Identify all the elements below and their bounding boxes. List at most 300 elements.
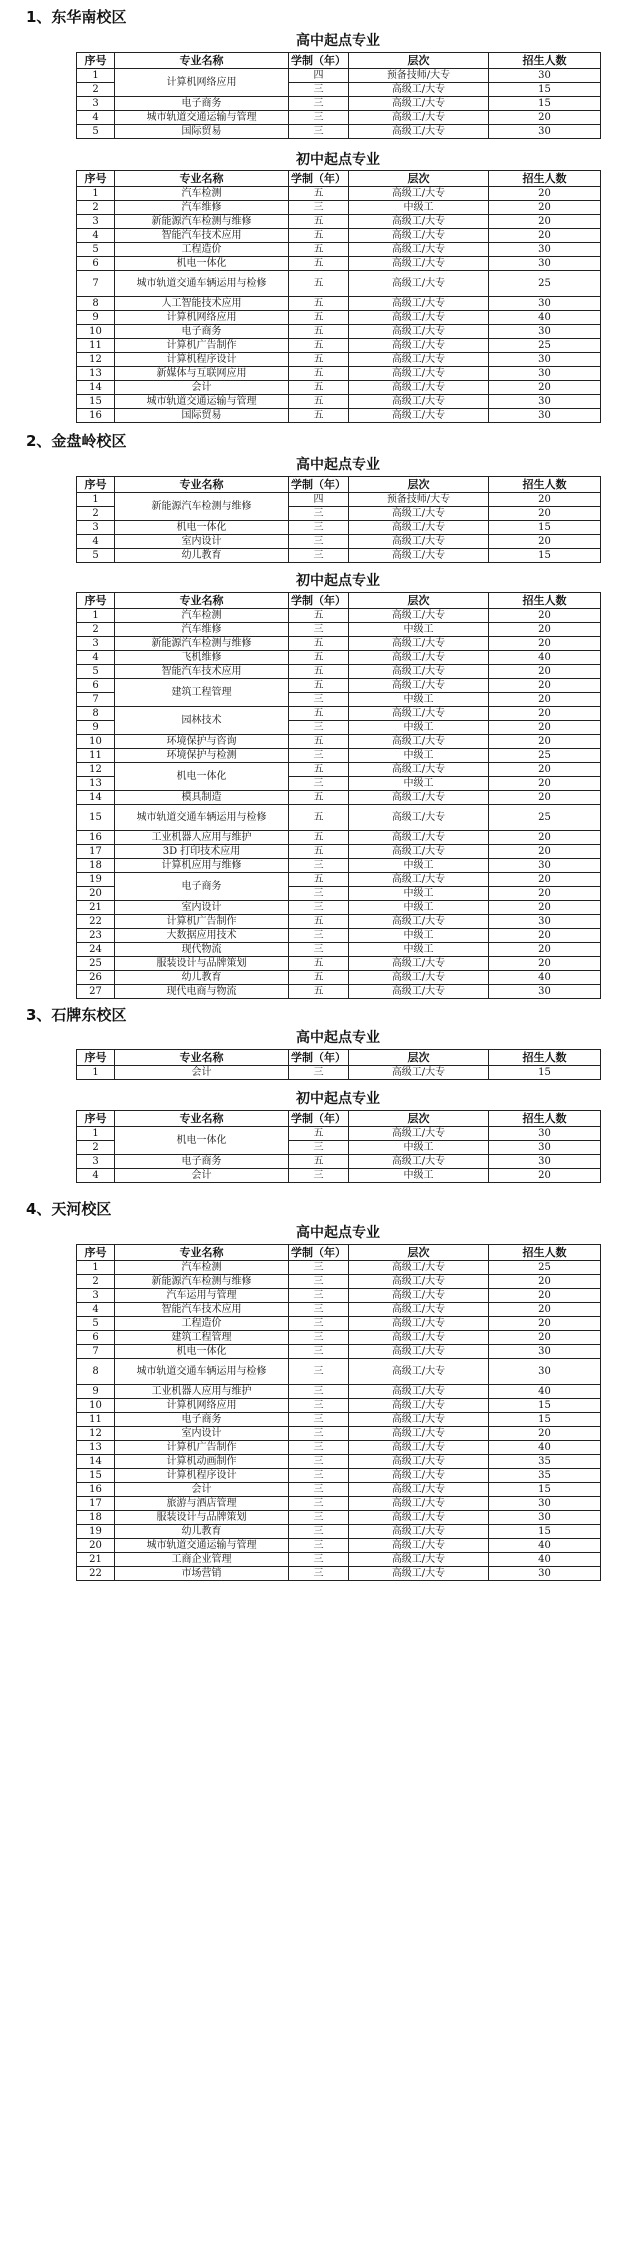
cell-no: 7 bbox=[77, 693, 115, 707]
cell-years: 五 bbox=[289, 353, 349, 367]
cell-count: 25 bbox=[489, 749, 601, 763]
cell-level: 高级工/大专 bbox=[349, 1413, 489, 1427]
cell-major: 室内设计 bbox=[115, 901, 289, 915]
cell-count: 40 bbox=[489, 311, 601, 325]
cell-count: 15 bbox=[489, 549, 601, 563]
cell-count: 20 bbox=[489, 1427, 601, 1441]
header-years: 学制（年） bbox=[289, 593, 349, 609]
cell-no: 27 bbox=[77, 985, 115, 999]
cell-no: 4 bbox=[77, 229, 115, 243]
cell-count: 20 bbox=[489, 777, 601, 791]
header-count: 招生人数 bbox=[489, 171, 601, 187]
table-row bbox=[77, 637, 601, 651]
cell-level: 高级工/大专 bbox=[349, 845, 489, 859]
cell-level: 高级工/大专 bbox=[349, 707, 489, 721]
cell-level: 高级工/大专 bbox=[349, 507, 489, 521]
cell-no: 1 bbox=[77, 1127, 115, 1141]
cell-major: 幼儿教育 bbox=[115, 1525, 289, 1539]
cell-major: 机电一体化 bbox=[115, 1127, 289, 1155]
cell-years: 三 bbox=[289, 97, 349, 111]
table-row bbox=[77, 1427, 601, 1441]
cell-no: 4 bbox=[77, 1303, 115, 1317]
cell-no: 3 bbox=[77, 97, 115, 111]
cell-count: 15 bbox=[489, 83, 601, 97]
cell-count: 25 bbox=[489, 1261, 601, 1275]
cell-level: 高级工/大专 bbox=[349, 1441, 489, 1455]
cell-level: 高级工/大专 bbox=[349, 1553, 489, 1567]
cell-major: 国际贸易 bbox=[115, 409, 289, 423]
cell-no: 1 bbox=[77, 187, 115, 201]
table-row bbox=[77, 1289, 601, 1303]
cell-years: 三 bbox=[289, 1289, 349, 1303]
cell-level: 高级工/大专 bbox=[349, 1399, 489, 1413]
table-row bbox=[77, 1511, 601, 1525]
cell-no: 14 bbox=[77, 791, 115, 805]
cell-years: 五 bbox=[289, 187, 349, 201]
cell-level: 高级工/大专 bbox=[349, 521, 489, 535]
table-row bbox=[77, 1066, 601, 1080]
cell-count: 20 bbox=[489, 901, 601, 915]
table-row bbox=[77, 311, 601, 325]
table-caption: 高中起点专业 bbox=[296, 457, 380, 473]
table-row bbox=[77, 111, 601, 125]
header-count: 招生人数 bbox=[489, 477, 601, 493]
table-caption: 高中起点专业 bbox=[296, 1225, 380, 1241]
table-caption: 初中起点专业 bbox=[296, 573, 380, 589]
cell-years: 三 bbox=[289, 1455, 349, 1469]
cell-level: 中级工 bbox=[349, 943, 489, 957]
cell-count: 40 bbox=[489, 1539, 601, 1553]
table-row bbox=[77, 1441, 601, 1455]
cell-major: 工业机器人应用与维护 bbox=[115, 1385, 289, 1399]
cell-count: 30 bbox=[489, 243, 601, 257]
cell-years: 五 bbox=[289, 381, 349, 395]
cell-level: 高级工/大专 bbox=[349, 257, 489, 271]
major-table bbox=[76, 170, 601, 423]
cell-years: 三 bbox=[289, 887, 349, 901]
cell-major: 计算机程序设计 bbox=[115, 1469, 289, 1483]
cell-no: 2 bbox=[77, 201, 115, 215]
table-row bbox=[77, 707, 601, 721]
cell-level: 高级工/大专 bbox=[349, 111, 489, 125]
cell-no: 20 bbox=[77, 887, 115, 901]
cell-level: 高级工/大专 bbox=[349, 243, 489, 257]
cell-no: 26 bbox=[77, 971, 115, 985]
cell-no: 13 bbox=[77, 1441, 115, 1455]
cell-years: 三 bbox=[289, 125, 349, 139]
cell-major: 计算机动画制作 bbox=[115, 1455, 289, 1469]
cell-level: 中级工 bbox=[349, 901, 489, 915]
cell-count: 15 bbox=[489, 1483, 601, 1497]
cell-level: 高级工/大专 bbox=[349, 1359, 489, 1385]
cell-major: 电子商务 bbox=[115, 873, 289, 901]
cell-count: 40 bbox=[489, 651, 601, 665]
cell-major: 智能汽车技术应用 bbox=[115, 229, 289, 243]
cell-years: 三 bbox=[289, 201, 349, 215]
cell-no: 19 bbox=[77, 873, 115, 887]
table-row bbox=[77, 1567, 601, 1581]
cell-no: 4 bbox=[77, 111, 115, 125]
table-row bbox=[77, 1497, 601, 1511]
header-level: 层次 bbox=[349, 171, 489, 187]
table-row bbox=[77, 651, 601, 665]
cell-major: 大数据应用技术 bbox=[115, 929, 289, 943]
cell-no: 9 bbox=[77, 721, 115, 735]
table-row bbox=[77, 271, 601, 297]
cell-level: 高级工/大专 bbox=[349, 957, 489, 971]
cell-level: 中级工 bbox=[349, 859, 489, 873]
cell-level: 高级工/大专 bbox=[349, 1511, 489, 1525]
table-row bbox=[77, 915, 601, 929]
cell-count: 30 bbox=[489, 1511, 601, 1525]
cell-count: 40 bbox=[489, 1385, 601, 1399]
cell-count: 15 bbox=[489, 1066, 601, 1080]
cell-no: 3 bbox=[77, 1155, 115, 1169]
cell-count: 20 bbox=[489, 493, 601, 507]
table-row bbox=[77, 1331, 601, 1345]
cell-major: 幼儿教育 bbox=[115, 971, 289, 985]
cell-major: 计算机网络应用 bbox=[115, 69, 289, 97]
cell-major: 城市轨道交通车辆运用与检修 bbox=[115, 805, 289, 831]
cell-years: 三 bbox=[289, 1385, 349, 1399]
table-row bbox=[77, 1261, 601, 1275]
cell-level: 预备技师/大专 bbox=[349, 69, 489, 83]
cell-count: 20 bbox=[489, 1303, 601, 1317]
table-row bbox=[77, 1345, 601, 1359]
cell-major: 计算机广告制作 bbox=[115, 339, 289, 353]
table-caption: 高中起点专业 bbox=[296, 1030, 380, 1046]
table-row bbox=[77, 493, 601, 507]
cell-major: 现代物流 bbox=[115, 943, 289, 957]
cell-no: 9 bbox=[77, 1385, 115, 1399]
cell-level: 高级工/大专 bbox=[349, 229, 489, 243]
table-row bbox=[77, 1525, 601, 1539]
cell-no: 13 bbox=[77, 367, 115, 381]
cell-years: 三 bbox=[289, 623, 349, 637]
table-row bbox=[77, 609, 601, 623]
cell-years: 五 bbox=[289, 311, 349, 325]
cell-years: 五 bbox=[289, 665, 349, 679]
table-row bbox=[77, 1303, 601, 1317]
header-years: 学制（年） bbox=[289, 1111, 349, 1127]
cell-level: 高级工/大专 bbox=[349, 873, 489, 887]
cell-major: 新能源汽车检测与维修 bbox=[115, 493, 289, 521]
table-row bbox=[77, 735, 601, 749]
header-no: 序号 bbox=[77, 1245, 115, 1261]
cell-years: 五 bbox=[289, 243, 349, 257]
header-no: 序号 bbox=[77, 1050, 115, 1066]
cell-major: 机电一体化 bbox=[115, 763, 289, 791]
cell-years: 五 bbox=[289, 735, 349, 749]
cell-count: 20 bbox=[489, 1331, 601, 1345]
cell-no: 3 bbox=[77, 521, 115, 535]
cell-years: 三 bbox=[289, 1469, 349, 1483]
cell-years: 三 bbox=[289, 1303, 349, 1317]
cell-major: 智能汽车技术应用 bbox=[115, 665, 289, 679]
cell-no: 6 bbox=[77, 257, 115, 271]
cell-no: 6 bbox=[77, 1331, 115, 1345]
cell-no: 11 bbox=[77, 339, 115, 353]
cell-years: 三 bbox=[289, 111, 349, 125]
header-count: 招生人数 bbox=[489, 593, 601, 609]
cell-years: 三 bbox=[289, 1141, 349, 1155]
cell-years: 三 bbox=[289, 1275, 349, 1289]
cell-count: 30 bbox=[489, 409, 601, 423]
cell-count: 15 bbox=[489, 1399, 601, 1413]
cell-years: 五 bbox=[289, 845, 349, 859]
cell-years: 三 bbox=[289, 1511, 349, 1525]
cell-years: 五 bbox=[289, 651, 349, 665]
cell-major: 3D 打印技术应用 bbox=[115, 845, 289, 859]
cell-level: 高级工/大专 bbox=[349, 409, 489, 423]
cell-years: 三 bbox=[289, 1261, 349, 1275]
cell-level: 高级工/大专 bbox=[349, 1469, 489, 1483]
cell-count: 20 bbox=[489, 679, 601, 693]
cell-level: 高级工/大专 bbox=[349, 831, 489, 845]
cell-years: 三 bbox=[289, 859, 349, 873]
cell-level: 高级工/大专 bbox=[349, 311, 489, 325]
cell-level: 高级工/大专 bbox=[349, 971, 489, 985]
cell-count: 30 bbox=[489, 1497, 601, 1511]
cell-level: 高级工/大专 bbox=[349, 1455, 489, 1469]
table-row bbox=[77, 187, 601, 201]
table-row bbox=[77, 929, 601, 943]
cell-years: 三 bbox=[289, 1553, 349, 1567]
cell-years: 五 bbox=[289, 791, 349, 805]
campus-title: 3、石牌东校区 bbox=[26, 1006, 127, 1024]
header-no: 序号 bbox=[77, 477, 115, 493]
table-row bbox=[77, 665, 601, 679]
cell-level: 高级工/大专 bbox=[349, 637, 489, 651]
cell-count: 20 bbox=[489, 381, 601, 395]
cell-no: 17 bbox=[77, 845, 115, 859]
header-years: 学制（年） bbox=[289, 53, 349, 69]
cell-no: 5 bbox=[77, 549, 115, 563]
cell-years: 五 bbox=[289, 367, 349, 381]
cell-major: 人工智能技术应用 bbox=[115, 297, 289, 311]
cell-no: 14 bbox=[77, 1455, 115, 1469]
cell-no: 2 bbox=[77, 83, 115, 97]
table-row bbox=[77, 381, 601, 395]
cell-years: 五 bbox=[289, 707, 349, 721]
cell-count: 25 bbox=[489, 271, 601, 297]
cell-no: 12 bbox=[77, 353, 115, 367]
table-row bbox=[77, 845, 601, 859]
cell-no: 13 bbox=[77, 777, 115, 791]
cell-level: 中级工 bbox=[349, 721, 489, 735]
table-row bbox=[77, 409, 601, 423]
cell-count: 20 bbox=[489, 1169, 601, 1183]
cell-count: 20 bbox=[489, 721, 601, 735]
cell-major: 飞机维修 bbox=[115, 651, 289, 665]
cell-no: 17 bbox=[77, 1497, 115, 1511]
cell-no: 7 bbox=[77, 271, 115, 297]
table-row bbox=[77, 521, 601, 535]
cell-count: 30 bbox=[489, 1359, 601, 1385]
cell-level: 高级工/大专 bbox=[349, 271, 489, 297]
cell-major: 工程造价 bbox=[115, 1317, 289, 1331]
cell-count: 20 bbox=[489, 1317, 601, 1331]
table-row bbox=[77, 1455, 601, 1469]
table-row bbox=[77, 1275, 601, 1289]
cell-years: 三 bbox=[289, 1427, 349, 1441]
cell-major: 城市轨道交通运输与管理 bbox=[115, 395, 289, 409]
cell-level: 高级工/大专 bbox=[349, 915, 489, 929]
cell-level: 高级工/大专 bbox=[349, 535, 489, 549]
table-row bbox=[77, 535, 601, 549]
cell-level: 高级工/大专 bbox=[349, 353, 489, 367]
table-row bbox=[77, 1469, 601, 1483]
cell-count: 25 bbox=[489, 805, 601, 831]
header-years: 学制（年） bbox=[289, 1245, 349, 1261]
cell-years: 三 bbox=[289, 83, 349, 97]
cell-count: 40 bbox=[489, 1441, 601, 1455]
cell-level: 高级工/大专 bbox=[349, 1155, 489, 1169]
cell-level: 高级工/大专 bbox=[349, 1539, 489, 1553]
table-row bbox=[77, 395, 601, 409]
header-count: 招生人数 bbox=[489, 1111, 601, 1127]
cell-major: 计算机广告制作 bbox=[115, 1441, 289, 1455]
cell-level: 高级工/大专 bbox=[349, 1331, 489, 1345]
cell-years: 五 bbox=[289, 297, 349, 311]
cell-count: 35 bbox=[489, 1455, 601, 1469]
table-row bbox=[77, 1553, 601, 1567]
cell-no: 3 bbox=[77, 215, 115, 229]
cell-major: 汽车维修 bbox=[115, 201, 289, 215]
cell-major: 室内设计 bbox=[115, 535, 289, 549]
cell-count: 20 bbox=[489, 693, 601, 707]
cell-level: 预备技师/大专 bbox=[349, 493, 489, 507]
cell-years: 五 bbox=[289, 271, 349, 297]
cell-years: 三 bbox=[289, 1525, 349, 1539]
cell-years: 三 bbox=[289, 1331, 349, 1345]
cell-years: 三 bbox=[289, 1359, 349, 1385]
cell-count: 30 bbox=[489, 1127, 601, 1141]
header-major: 专业名称 bbox=[115, 171, 289, 187]
cell-level: 中级工 bbox=[349, 623, 489, 637]
cell-level: 中级工 bbox=[349, 887, 489, 901]
cell-level: 高级工/大专 bbox=[349, 1317, 489, 1331]
cell-level: 中级工 bbox=[349, 1169, 489, 1183]
cell-level: 高级工/大专 bbox=[349, 125, 489, 139]
table-row bbox=[77, 1127, 601, 1141]
cell-no: 1 bbox=[77, 609, 115, 623]
table-row bbox=[77, 1539, 601, 1553]
table-header-row bbox=[77, 53, 601, 69]
table-row bbox=[77, 749, 601, 763]
cell-level: 高级工/大专 bbox=[349, 1275, 489, 1289]
cell-years: 五 bbox=[289, 915, 349, 929]
table-row bbox=[77, 1169, 601, 1183]
cell-years: 三 bbox=[289, 1399, 349, 1413]
cell-major: 计算机程序设计 bbox=[115, 353, 289, 367]
cell-years: 三 bbox=[289, 1413, 349, 1427]
cell-level: 高级工/大专 bbox=[349, 325, 489, 339]
cell-level: 高级工/大专 bbox=[349, 1127, 489, 1141]
cell-level: 高级工/大专 bbox=[349, 763, 489, 777]
cell-level: 高级工/大专 bbox=[349, 1261, 489, 1275]
table-caption: 高中起点专业 bbox=[296, 33, 380, 49]
cell-count: 20 bbox=[489, 763, 601, 777]
cell-years: 三 bbox=[289, 1345, 349, 1359]
cell-count: 30 bbox=[489, 395, 601, 409]
header-major: 专业名称 bbox=[115, 593, 289, 609]
cell-no: 4 bbox=[77, 535, 115, 549]
cell-count: 20 bbox=[489, 873, 601, 887]
cell-count: 30 bbox=[489, 1567, 601, 1581]
cell-no: 5 bbox=[77, 665, 115, 679]
cell-years: 五 bbox=[289, 831, 349, 845]
cell-no: 5 bbox=[77, 1317, 115, 1331]
cell-count: 20 bbox=[489, 929, 601, 943]
cell-no: 10 bbox=[77, 325, 115, 339]
cell-years: 五 bbox=[289, 971, 349, 985]
cell-count: 20 bbox=[489, 609, 601, 623]
cell-no: 10 bbox=[77, 735, 115, 749]
cell-no: 23 bbox=[77, 929, 115, 943]
cell-years: 五 bbox=[289, 395, 349, 409]
cell-major: 智能汽车技术应用 bbox=[115, 1303, 289, 1317]
cell-count: 20 bbox=[489, 665, 601, 679]
cell-major: 工业机器人应用与维护 bbox=[115, 831, 289, 845]
cell-years: 五 bbox=[289, 805, 349, 831]
cell-count: 20 bbox=[489, 831, 601, 845]
cell-major: 城市轨道交通运输与管理 bbox=[115, 111, 289, 125]
cell-count: 15 bbox=[489, 1525, 601, 1539]
cell-no: 2 bbox=[77, 1141, 115, 1155]
cell-major: 国际贸易 bbox=[115, 125, 289, 139]
cell-major: 城市轨道交通车辆运用与检修 bbox=[115, 1359, 289, 1385]
cell-major: 汽车维修 bbox=[115, 623, 289, 637]
cell-major: 计算机应用与维修 bbox=[115, 859, 289, 873]
cell-count: 20 bbox=[489, 943, 601, 957]
header-major: 专业名称 bbox=[115, 1111, 289, 1127]
cell-count: 30 bbox=[489, 325, 601, 339]
table-row bbox=[77, 901, 601, 915]
cell-level: 高级工/大专 bbox=[349, 651, 489, 665]
major-table bbox=[76, 592, 601, 999]
cell-count: 30 bbox=[489, 297, 601, 311]
header-major: 专业名称 bbox=[115, 53, 289, 69]
table-row bbox=[77, 325, 601, 339]
cell-count: 35 bbox=[489, 1469, 601, 1483]
cell-count: 20 bbox=[489, 111, 601, 125]
cell-no: 8 bbox=[77, 297, 115, 311]
table-header-row bbox=[77, 593, 601, 609]
cell-no: 4 bbox=[77, 651, 115, 665]
header-level: 层次 bbox=[349, 53, 489, 69]
cell-level: 高级工/大专 bbox=[349, 1497, 489, 1511]
header-count: 招生人数 bbox=[489, 1245, 601, 1261]
cell-count: 30 bbox=[489, 125, 601, 139]
cell-count: 30 bbox=[489, 1155, 601, 1169]
table-row bbox=[77, 215, 601, 229]
cell-years: 三 bbox=[289, 1539, 349, 1553]
cell-count: 40 bbox=[489, 971, 601, 985]
cell-years: 五 bbox=[289, 257, 349, 271]
cell-major: 会计 bbox=[115, 1169, 289, 1183]
cell-level: 高级工/大专 bbox=[349, 1525, 489, 1539]
cell-no: 8 bbox=[77, 1359, 115, 1385]
cell-major: 旅游与酒店管理 bbox=[115, 1497, 289, 1511]
table-row bbox=[77, 1155, 601, 1169]
header-level: 层次 bbox=[349, 1245, 489, 1261]
table-row bbox=[77, 985, 601, 999]
table-row bbox=[77, 201, 601, 215]
cell-years: 三 bbox=[289, 549, 349, 563]
cell-count: 15 bbox=[489, 1413, 601, 1427]
major-table bbox=[76, 476, 601, 563]
